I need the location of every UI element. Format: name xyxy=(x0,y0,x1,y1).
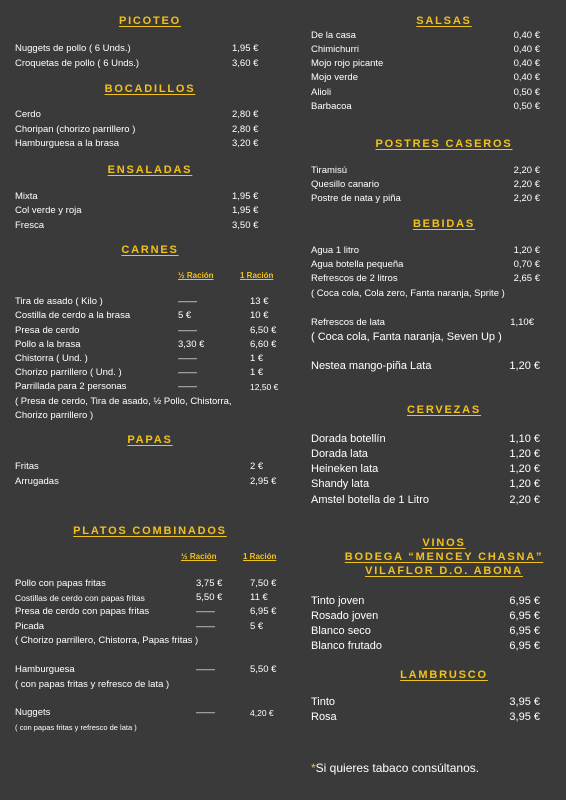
menu-price: 1,95 € xyxy=(232,205,259,216)
menu-price: 0,40 € xyxy=(513,44,540,55)
menu-item-note: Chorizo parrillero ) xyxy=(15,410,94,421)
menu-price: 1,10 € xyxy=(509,433,540,445)
menu-item: Picada xyxy=(15,621,45,632)
vilaflor-heading: VILAFLOR D.O. ABONA xyxy=(365,565,523,577)
menu-item-note: ( con papas fritas y refresco de lata ) xyxy=(15,723,137,732)
half-price: —— xyxy=(178,296,197,307)
menu-item-note: ( con papas fritas y refresco de lata ) xyxy=(15,679,170,690)
menu-price: 3,95 € xyxy=(509,696,540,708)
half-price: 3,30 € xyxy=(178,339,205,350)
postres-heading: POSTRES CASEROS xyxy=(375,138,513,150)
menu-item: Blanco seco xyxy=(311,625,371,637)
half-price: —— xyxy=(196,606,215,617)
menu-item-note: ( Presa de cerdo, Tira de asado, ½ Pollo, Chistorra, xyxy=(15,396,232,407)
menu-item-note: ( Coca cola, Cola zero, Fanta naranja, Sprite ) xyxy=(311,288,505,299)
bebidas-heading: BEBIDAS xyxy=(412,218,476,230)
menu-item: Postre de nata y piña xyxy=(311,193,401,204)
half-ration-header: ½ Ración xyxy=(181,552,217,561)
ensaladas-heading: ENSALADAS xyxy=(107,164,193,176)
menu-price: 6,95 € xyxy=(509,610,540,622)
menu-item: Shandy lata xyxy=(311,478,370,490)
menu-item: Presa de cerdo xyxy=(15,325,80,336)
full-price: 12,50 € xyxy=(250,382,279,392)
menu-price: 1,20 € xyxy=(509,448,540,460)
menu-item: Cerdo xyxy=(15,109,41,120)
full-price: 5,50 € xyxy=(250,664,277,675)
full-price: 5 € xyxy=(250,621,264,632)
menu-price: 1,10€ xyxy=(510,317,534,328)
menu-price: 2,20 € xyxy=(513,193,540,204)
menu-item: Croquetas de pollo ( 6 Unds.) xyxy=(15,58,140,69)
half-price: —— xyxy=(178,381,197,392)
menu-item: Hamburguesa xyxy=(15,664,75,675)
menu-item: Blanco frutado xyxy=(311,640,382,652)
half-price: —— xyxy=(196,664,215,675)
full-price: 4,20 € xyxy=(250,708,274,718)
half-price: 5 € xyxy=(178,310,192,321)
platos-combinados-heading: PLATOS COMBINADOS xyxy=(73,525,227,537)
menu-item: Tira de asado ( Kilo ) xyxy=(15,296,103,307)
full-price: 6,95 € xyxy=(250,606,277,617)
menu-price: 6,95 € xyxy=(509,595,540,607)
half-price: —— xyxy=(178,367,197,378)
menu-item: Chimichurri xyxy=(311,44,360,55)
menu-item: Heineken lata xyxy=(311,463,379,475)
menu-price: 0,40 € xyxy=(513,30,540,41)
full-price: 13 € xyxy=(250,296,269,307)
menu-item: Chorizo parrillero ( Und. ) xyxy=(15,367,122,378)
menu-item: Agua 1 litro xyxy=(311,245,360,256)
menu-price: 1,20 € xyxy=(509,360,540,372)
full-price: 1 € xyxy=(250,353,264,364)
menu-item: Barbacoa xyxy=(311,101,352,112)
menu-item: Presa de cerdo con papas fritas xyxy=(15,606,150,617)
menu-item: Choripan (chorizo parrillero ) xyxy=(15,124,136,135)
menu-price: 0,70 € xyxy=(513,259,540,270)
half-price: —— xyxy=(196,621,215,632)
menu-item: Refrescos de lata xyxy=(311,317,385,328)
menu-item: Pollo con papas fritas xyxy=(15,578,106,589)
cervezas-heading: CERVEZAS xyxy=(406,404,482,416)
menu-item: Agua botella pequeña xyxy=(311,259,404,270)
menu-item: Rosado joven xyxy=(311,610,379,622)
menu-price: 6,95 € xyxy=(509,640,540,652)
half-ration-header: ½ Ración xyxy=(178,271,214,280)
menu-item: Fresca xyxy=(15,220,45,231)
menu-item: Quesillo canario xyxy=(311,179,380,190)
menu-item: Mojo verde xyxy=(311,72,358,83)
menu-item: Chistorra ( Und. ) xyxy=(15,353,88,364)
menu-price: 2,20 € xyxy=(509,494,540,506)
menu-item: Mojo rojo picante xyxy=(311,58,384,69)
menu-price: 2,95 € xyxy=(250,476,277,487)
menu-item: Tiramisú xyxy=(311,165,348,176)
menu-price: 2 € xyxy=(250,461,264,472)
full-price: 6,50 € xyxy=(250,325,277,336)
menu-item: Alioli xyxy=(311,87,332,98)
menu-item: Nuggets de pollo ( 6 Unds.) xyxy=(15,43,131,54)
menu-item: Nestea mango-piña Lata xyxy=(311,360,432,372)
carnes-heading: CARNES xyxy=(121,244,179,256)
full-price: 10 € xyxy=(250,310,269,321)
full-price: 1 € xyxy=(250,367,264,378)
half-price: —— xyxy=(178,325,197,336)
menu-price: 2,80 € xyxy=(232,124,259,135)
full-ration-header: 1 Ración xyxy=(243,552,277,561)
menu-item-note: ( Chorizo parrillero, Chistorra, Papas fritas ) xyxy=(15,635,199,646)
half-price: —— xyxy=(196,707,215,718)
salsas-heading: SALSAS xyxy=(416,15,472,27)
menu-price: 3,60 € xyxy=(232,58,259,69)
menu-price: 3,20 € xyxy=(232,138,259,149)
menu-item: Amstel botella de 1 Litro xyxy=(311,494,430,506)
menu-item: Refrescos de 2 litros xyxy=(311,273,398,284)
full-price: 7,50 € xyxy=(250,578,277,589)
bocadillos-heading: BOCADILLOS xyxy=(104,83,196,95)
menu-price: 0,50 € xyxy=(513,101,540,112)
tobacco-note-text: Si quieres tabaco consúltanos. xyxy=(315,761,480,775)
menu-item: Costilla de cerdo a la brasa xyxy=(15,310,131,321)
menu-price: 2,20 € xyxy=(513,165,540,176)
menu-item: Arrugadas xyxy=(15,476,59,487)
asterisk: * xyxy=(311,761,316,775)
menu-item: Fritas xyxy=(15,461,39,472)
menu-price: 1,20 € xyxy=(513,245,540,256)
menu-item: Tinto xyxy=(311,696,336,708)
full-price: 6,60 € xyxy=(250,339,277,350)
menu-item: Nuggets xyxy=(15,707,51,718)
bodega-heading: BODEGA “MENCEY CHASNA” xyxy=(344,551,544,563)
menu-price: 1,20 € xyxy=(509,463,540,475)
menu-price: 3,95 € xyxy=(509,711,540,723)
menu-price: 2,65 € xyxy=(513,273,540,284)
picoteo-heading: PICOTEO xyxy=(118,15,182,27)
menu-item: Hamburguesa a la brasa xyxy=(15,138,120,149)
menu-price: 0,40 € xyxy=(513,72,540,83)
papas-heading: PAPAS xyxy=(127,434,173,446)
menu-price: 2,80 € xyxy=(232,109,259,120)
full-price: 11 € xyxy=(250,592,268,603)
menu-item: Dorada botellín xyxy=(311,433,386,445)
menu-price: 0,50 € xyxy=(513,87,540,98)
menu-item: Rosa xyxy=(311,711,337,723)
menu-price: 1,95 € xyxy=(232,43,259,54)
menu-item: Parrillada para 2 personas xyxy=(15,381,127,392)
menu-item-note: ( Coca cola, Fanta naranja, Seven Up ) xyxy=(311,331,502,343)
menu-price: 2,20 € xyxy=(513,179,540,190)
lambrusco-heading: LAMBRUSCO xyxy=(400,669,488,681)
menu-item: De la casa xyxy=(311,30,356,41)
half-price: 3,75 € xyxy=(196,578,223,589)
menu-price: 1,20 € xyxy=(509,478,540,490)
tobacco-note xyxy=(311,761,479,775)
menu-item: Dorada lata xyxy=(311,448,368,460)
menu-price: 6,95 € xyxy=(509,625,540,637)
menu-item: Tinto joven xyxy=(311,595,365,607)
menu-item: Mixta xyxy=(15,191,38,202)
menu-item: Pollo a la brasa xyxy=(15,339,81,350)
menu-price: 3,50 € xyxy=(232,220,259,231)
vinos-heading: VINOS xyxy=(422,537,466,549)
half-price: —— xyxy=(178,353,197,364)
half-price: 5,50 € xyxy=(196,592,223,603)
menu-price: 0,40 € xyxy=(513,58,540,69)
menu-price: 1,95 € xyxy=(232,191,259,202)
full-ration-header: 1 Ración xyxy=(240,271,274,280)
menu-item: Costillas de cerdo con papas fritas xyxy=(15,593,145,603)
menu-item: Col verde y roja xyxy=(15,205,82,216)
